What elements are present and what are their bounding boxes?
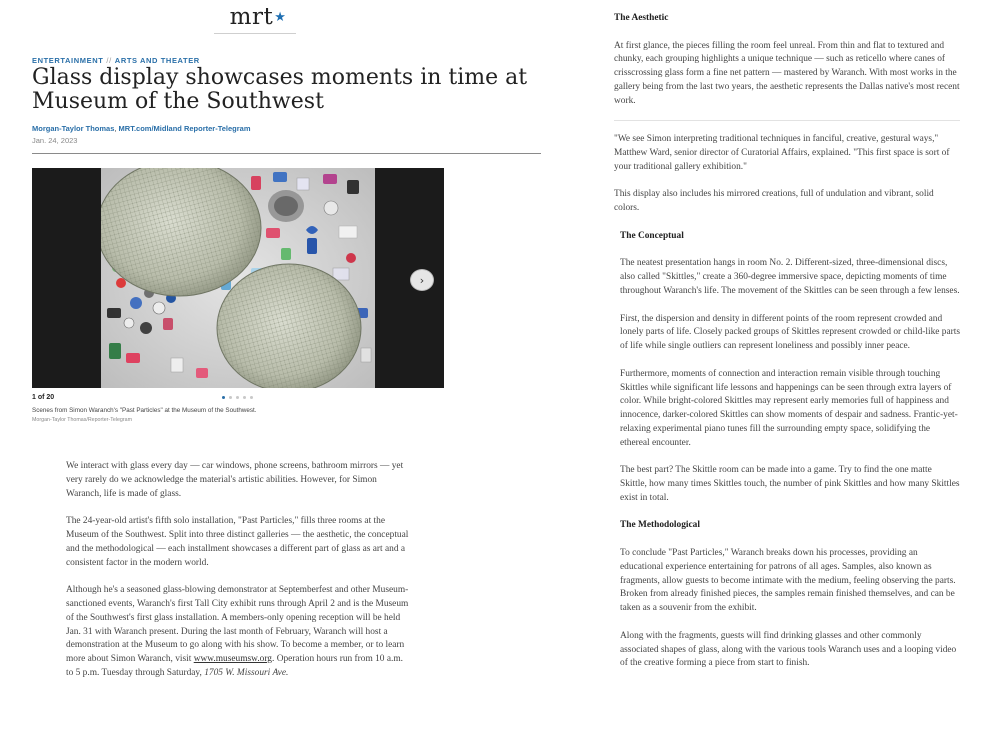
museum-website-link[interactable]: www.museumsw.org <box>193 654 272 665</box>
section-heading-aesthetic: The Aesthetic <box>614 13 669 23</box>
site-logo[interactable] <box>222 4 294 30</box>
section-divider <box>614 120 960 121</box>
logo-divider <box>214 33 296 34</box>
paragraph: The best part? The Skittle room can be made into a game. Try to find the one matte Skittle, how many times Skittles touch, the number of pink Skittles and how many Skittles exist in total. <box>620 465 960 503</box>
section-heading-conceptual: The Conceptual <box>620 230 684 241</box>
paragraph: To conclude "Past Particles," Waranch breaks down his processes, providing an educational experience entertaining for patrons of all ages. Samples, also known as fragments, allow guests to become intimate with the medium, feeling observing the parts. Broken from already finished pieces, the samples remain finished themselves, and can be taken as a souvenir from the exhibit. <box>620 548 956 614</box>
paragraph: We interact with glass every day — car windows, phone screens, bathroom mirrors — yet very rarely do we acknowledge the material's artistic abilities. However, for Simon Waranch, life is made of glass. <box>66 461 404 499</box>
article-headline: Glass display showcases moments in time at Museum of the Southwest <box>32 65 528 114</box>
paragraph: Along with the fragments, guests will find drinking glasses and other commonly associated shapes of glass, along with the various tools Waranch uses and a looping video of the creative forming a piece from start to finish. <box>620 630 957 669</box>
paragraph: "We see Simon interpreting traditional techniques in fanciful, creative, gestural ways," Matthew Ward, senior director of Curatorial Affairs, explained. "This first space is sort of your traditional gallery exhibition." <box>614 134 950 172</box>
gallery-photo[interactable] <box>101 168 375 388</box>
glass-display-photo <box>101 168 375 388</box>
byline: Morgan-Taylor Thomas, MRT.com/Midland Reporter-Telegram <box>32 124 251 133</box>
gallery-next-button[interactable] <box>410 269 434 291</box>
address: 1705 W. Missouri Ave. <box>204 667 289 678</box>
kicker-subsection-link[interactable]: ARTS AND THEATER <box>114 56 200 65</box>
photo-gallery[interactable] <box>32 168 444 388</box>
header-divider <box>32 153 541 154</box>
paragraph: Although he's a seasoned glass-blowing demonstrator at Septemberfest and other Museum-sanctioned events, Waranch's first Tall City exhibit runs through April 2 and is the Museum of the Southwest's first glass installation. A members-only opening reception will be held Jan. 31 with Waranch present. During the last month of February, Waranch will host a demonstration at the Museum to go along with his show. To become a member, or to learn more about Simon Waranch, visit www.museumsw.org. Operation hours run from 10 a.m. to 5 p.m. Tuesday through Saturday, 1705 W. Missouri Ave. <box>66 585 409 678</box>
pagination-dot[interactable] <box>243 396 246 399</box>
section-kicker <box>32 56 200 65</box>
pagination-dot[interactable] <box>250 396 253 399</box>
author-source-link[interactable]: MRT.com/Midland Reporter-Telegram <box>118 124 251 133</box>
paragraph: The 24-year-old artist's fifth solo installation, "Past Particles," fills three rooms at the Museum of the Southwest. Split into three distinct galleries — the aesthetic, the conceptual and the methodological — each installment showcases a different part of glass as art and a consistent factor in the modern world. <box>66 516 409 568</box>
article-body-right <box>614 12 960 685</box>
author-link[interactable]: Morgan-Taylor Thomas <box>32 124 115 133</box>
gallery-counter: 1 of 20 <box>32 394 55 401</box>
chevron-right-icon: › <box>419 273 425 287</box>
indented-section <box>614 230 960 672</box>
kicker-separator: // <box>106 56 112 65</box>
paragraph: This display also includes his mirrored creations, full of undulation and vibrant, solid colors. <box>614 189 934 214</box>
logo-text: mrt <box>229 4 274 30</box>
pagination-dot[interactable] <box>236 396 239 399</box>
kicker-section-link[interactable]: ENTERTAINMENT <box>32 56 104 65</box>
publish-date: Jan. 24, 2023 <box>32 136 78 145</box>
paragraph: The neatest presentation hangs in room No. 2. Different-sized, three-dimensional discs, also called "Skittles," create a 360-degree immersive space, depicting moments of time throughout Waranch's life. The movement of the Skittles can be seen through a few lenses. <box>620 258 960 296</box>
gallery-pagination <box>222 396 253 399</box>
photo-credit: Morgan-Taylor Thomas/Reporter-Telegram <box>32 417 132 423</box>
star-icon: ★ <box>274 10 287 25</box>
pagination-dot[interactable] <box>229 396 232 399</box>
paragraph: Furthermore, moments of connection and interaction remain visible through touching Skittles while significant life lessons and happenings can be seen through extra layers of color. While bright-colored Skittles may represent early memories full of happiness and innocence, darker-colored Skittles can show moments of despair and sadness. Frantic-yet-relaxing experimental piano tunes fill the surrounding empty space, solidifying the ethereal encounter. <box>620 368 958 448</box>
section-heading-methodological: The Methodological <box>620 520 700 531</box>
pagination-dot[interactable] <box>222 396 225 399</box>
article-body-left <box>66 460 410 695</box>
paragraph: At first glance, the pieces filling the room feel unreal. From thin and flat to textured and chunky, each grouping highlights a unique technique — such as reticello where canes of crisscrossing glass form a fine net pattern — mastered by Waranch. With most works in the gallery being from the last two years, the aesthetic represents the Dallas native's most recent work. <box>614 40 960 106</box>
paragraph: First, the dispersion and density in different points of the room represent crowded and lonely parts of life. Closely packed groups of Skittles represent crowded or child-like parts of life while single outliers can represent loneliness and possibly inner peace. <box>620 313 961 352</box>
photo-caption: Scenes from Simon Waranch's "Past Particles" at the Museum of the Southwest. <box>32 407 257 414</box>
